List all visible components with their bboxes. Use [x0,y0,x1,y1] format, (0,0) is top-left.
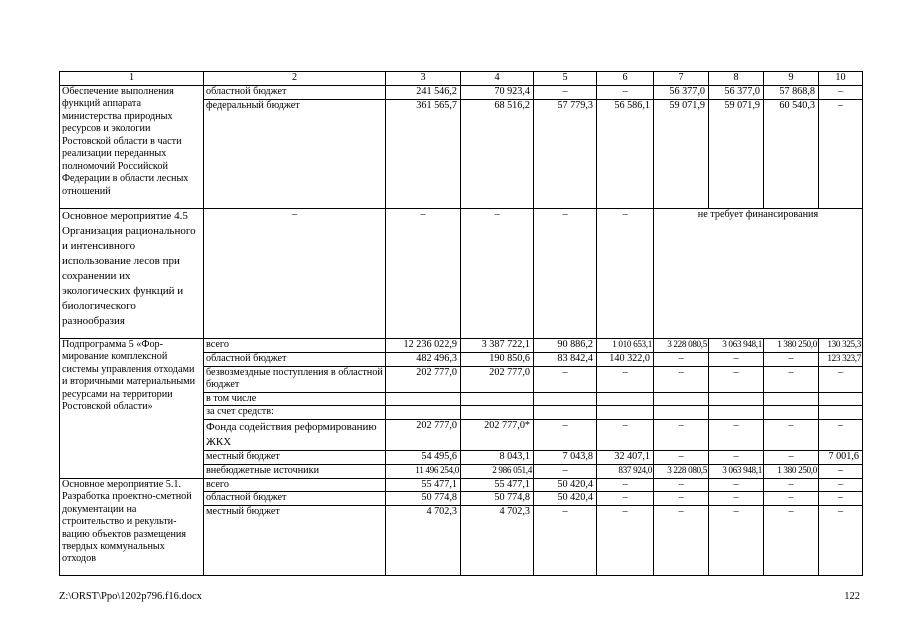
amount-cell: 8 043,1 [461,450,534,464]
amount-cell: – [597,367,654,393]
amount-cell [654,406,709,419]
amount-cell: 190 850,6 [461,353,534,367]
amount-cell: 202 777,0 [386,367,461,393]
amount-cell: – [534,464,597,478]
amount-cell: 57 779,3 [534,100,597,209]
amount-cell: 3 063 948,1 [709,339,764,353]
amount-cell: – [709,505,764,575]
amount-cell: – [534,505,597,575]
measure-name-cell: Подпрограмма 5 «Фор-мирование комплексной системы управления отходами и вторичными материальными ресурсами на территории Ростовской области» [60,339,204,479]
amount-cell: – [597,478,654,491]
amount-cell [461,393,534,406]
amount-cell: – [709,353,764,367]
amount-cell: 55 477,1 [461,478,534,491]
table-row [60,86,863,100]
amount-cell: – [764,419,819,450]
amount-cell: – [764,478,819,491]
measure-name-cell: Обеспечение выполнения функций аппарата министерства природных ресурсов и экологии Ростовской области в части реализации переданных полномочий Российской Федерации в области лесных отношений [60,86,204,209]
amount-cell: 32 407,1 [597,450,654,464]
funding-source-cell: внебюджетные источники [204,464,386,478]
funding-source-cell: областной бюджет [204,492,386,505]
amount-cell [597,393,654,406]
amount-cell: – [764,367,819,393]
measure-name-cell: Основное мероприятие 4.5 Организация рационального и интенсивного использование лесов при сохранении их экологических функций и биологического разнообразия [60,209,204,339]
funding-source-cell: всего [204,478,386,491]
amount-cell: 90 886,2 [534,339,597,353]
col-header-4: 4 [461,72,534,86]
amount-cell: 4 702,3 [461,505,534,575]
col-header-8: 8 [709,72,764,86]
amount-cell: 50 774,8 [386,492,461,505]
amount-cell: – [709,492,764,505]
amount-cell: 12 236 022,9 [386,339,461,353]
amount-cell: 241 546,2 [386,86,461,100]
amount-cell: – [597,209,654,339]
col-header-10: 10 [819,72,863,86]
col-header-2: 2 [204,72,386,86]
amount-cell: 55 477,1 [386,478,461,491]
amount-cell: – [534,367,597,393]
amount-cell: 2 986 051,4 [461,464,534,478]
amount-cell [534,393,597,406]
amount-cell: – [819,367,863,393]
amount-cell: 1 380 250,0 [764,339,819,353]
amount-cell: – [654,353,709,367]
amount-cell [819,393,863,406]
funding-source-cell: всего [204,339,386,353]
amount-cell: – [709,450,764,464]
amount-cell: 1 380 250,0 [764,464,819,478]
amount-cell: – [764,492,819,505]
amount-cell: – [819,505,863,575]
amount-cell: – [654,419,709,450]
amount-cell: – [597,505,654,575]
amount-cell: – [819,492,863,505]
amount-cell: 4 702,3 [386,505,461,575]
amount-cell: 56 377,0 [654,86,709,100]
col-header-9: 9 [764,72,819,86]
amount-cell [709,393,764,406]
funding-source-cell: – [204,209,386,339]
amount-cell: 68 516,2 [461,100,534,209]
amount-cell: 83 842,4 [534,353,597,367]
funding-source-cell: за счет средств: [204,406,386,419]
amount-cell: – [819,464,863,478]
amount-cell: – [764,353,819,367]
amount-cell: 202 777,0 [461,367,534,393]
funding-source-cell: безвозмездные поступления в областной бюджет [204,367,386,393]
amount-cell: – [597,86,654,100]
amount-cell: – [597,492,654,505]
funding-source-cell: областной бюджет [204,86,386,100]
amount-cell: – [709,367,764,393]
amount-cell: – [654,492,709,505]
col-header-5: 5 [534,72,597,86]
amount-cell: – [654,450,709,464]
funding-source-cell: местный бюджет [204,450,386,464]
amount-cell: 50 420,4 [534,492,597,505]
amount-cell: 3 387 722,1 [461,339,534,353]
amount-cell [386,393,461,406]
amount-cell: 202 777,0* [461,419,534,450]
amount-cell: 202 777,0 [386,419,461,450]
amount-cell: 3 063 948,1 [709,464,764,478]
funding-source-cell: федеральный бюджет [204,100,386,209]
amount-cell [534,406,597,419]
amount-cell: – [819,419,863,450]
no-financing-note: не требует финансирования [654,209,863,339]
amount-cell: 837 924,0 [597,464,654,478]
document-file-path: Z:\ORST\Ppo\1202p796.f16.docx [59,591,202,602]
page-number: 122 [844,591,860,602]
amount-cell: 50 420,4 [534,478,597,491]
amount-cell: – [819,86,863,100]
measure-name-cell: Основное мероприятие 5.1. Разработка проектно-сметной документации на строительство и рекульти-вацию объектов размещения твердых коммунальных отходов [60,478,204,575]
funding-source-cell: областной бюджет [204,353,386,367]
table-row [60,478,863,491]
amount-cell: 70 923,4 [461,86,534,100]
table-row [60,339,863,353]
amount-cell: – [534,209,597,339]
amount-cell [597,406,654,419]
amount-cell: – [764,450,819,464]
amount-cell: 50 774,8 [461,492,534,505]
col-header-1: 1 [60,72,204,86]
amount-cell: – [819,100,863,209]
amount-cell: – [654,367,709,393]
col-header-3: 3 [386,72,461,86]
amount-cell: 60 540,3 [764,100,819,209]
amount-cell [461,406,534,419]
amount-cell: 3 228 080,5 [654,464,709,478]
amount-cell: – [597,419,654,450]
amount-cell: 54 495,6 [386,450,461,464]
amount-cell: 123 323,7 [819,353,863,367]
funding-source-cell: местный бюджет [204,505,386,575]
amount-cell [764,393,819,406]
amount-cell: – [534,419,597,450]
col-header-6: 6 [597,72,654,86]
amount-cell: – [654,478,709,491]
amount-cell: – [654,505,709,575]
amount-cell: 56 586,1 [597,100,654,209]
amount-cell: 59 071,9 [709,100,764,209]
amount-cell [764,406,819,419]
amount-cell: 140 322,0 [597,353,654,367]
amount-cell: 11 496 254,0 [386,464,461,478]
amount-cell [386,406,461,419]
amount-cell: – [709,419,764,450]
amount-cell: – [819,478,863,491]
amount-cell: – [764,505,819,575]
amount-cell: – [534,86,597,100]
column-number-row [60,72,863,86]
amount-cell: – [461,209,534,339]
funding-source-cell: Фонда содействия реформированию ЖКХ [204,419,386,450]
amount-cell: 1 010 653,1 [597,339,654,353]
amount-cell: 59 071,9 [654,100,709,209]
amount-cell: 130 325,3 [819,339,863,353]
amount-cell: 3 228 080,5 [654,339,709,353]
col-header-7: 7 [654,72,709,86]
amount-cell: 361 565,7 [386,100,461,209]
amount-cell: – [709,478,764,491]
amount-cell: 482 496,3 [386,353,461,367]
amount-cell: 56 377,0 [709,86,764,100]
amount-cell: 7 001,6 [819,450,863,464]
amount-cell [654,393,709,406]
program-financing-table [59,71,863,576]
amount-cell [709,406,764,419]
table-row [60,209,863,339]
amount-cell: 7 043,8 [534,450,597,464]
funding-source-cell: в том числе [204,393,386,406]
amount-cell: – [386,209,461,339]
amount-cell [819,406,863,419]
amount-cell: 57 868,8 [764,86,819,100]
